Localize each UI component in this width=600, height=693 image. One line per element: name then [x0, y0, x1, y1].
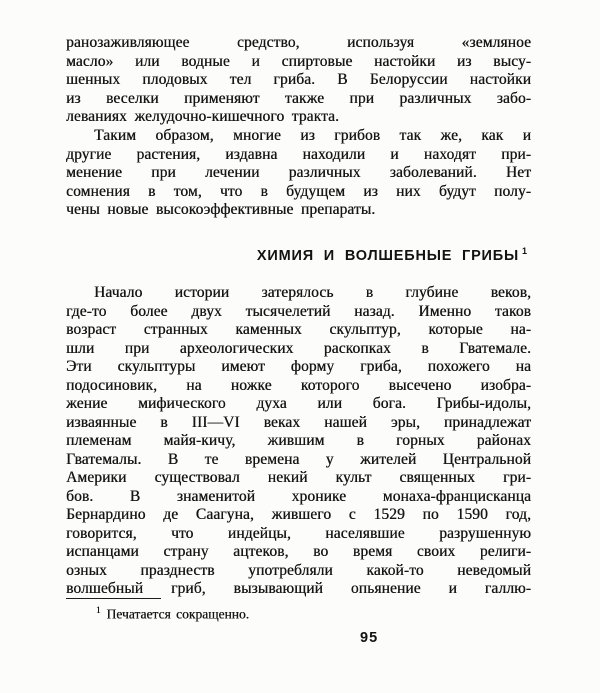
chapter-heading — [66, 246, 531, 264]
text-line: говорится, что индейцы, населявшие разрушенную — [66, 524, 531, 542]
text-line: озных празднеств употребляли какой-то неведомый — [66, 561, 531, 579]
text-line: чены новые высокоэффективные препараты. — [66, 201, 376, 218]
text-line: менение при лечении различных заболеваний. Нет — [66, 164, 531, 181]
text-line: Таким образом, многие из грибов так же, как и — [94, 127, 531, 144]
text-line: изваянные в III—VI веках нашей эры, принадлежат — [66, 413, 531, 431]
paragraph-continuation — [66, 34, 531, 127]
text-line: бов. В знаменитой хронике монаха-францисканца — [66, 487, 531, 505]
text-line: масло» или водные и спиртовые настойки из высу- — [66, 52, 531, 70]
text-line: Гватемалы. В те времена у жителей Центральной — [66, 450, 531, 468]
text-line: другие растения, издавна находили и находят при- — [66, 145, 531, 163]
text-line: жение мифического духа или бога. Грибы-идолы, — [66, 395, 531, 412]
text-line: Бернардино де Саагуна, жившего с 1529 по 1590 год, — [66, 506, 531, 523]
footnote — [66, 605, 531, 623]
text-line: ранозаживляющее средство, используя «земляное — [66, 34, 531, 51]
text-line: из веселки применяют также при различных забо- — [66, 89, 531, 107]
text-line: племенам майя-кичу, жившим в горных районах — [66, 432, 531, 449]
text-line: волшебный гриб, вызывающий опьянение и галлю- — [66, 580, 531, 597]
page-number: 95 — [360, 630, 379, 646]
text-line: подосиновик, на ножке которого высечено изобра- — [66, 376, 531, 394]
footnote-divider — [66, 598, 161, 599]
heading-footnote-marker: 1 — [521, 246, 527, 256]
text-line: шенных плодовых тел гриба. В Белоруссии настойки — [66, 71, 531, 88]
text-line: шли при археологических раскопках в Гватемале. — [66, 339, 531, 357]
text-line: Начало истории затерялось в глубине веков, — [94, 284, 531, 301]
text-line: возраст странных каменных скульптур, которые на- — [66, 321, 531, 338]
paragraph-history — [66, 284, 531, 599]
footnote-text: Печатается сокращенно. — [106, 606, 250, 622]
text-line: испанцами страну ацтеков, во время своих религи- — [66, 543, 531, 560]
footnote-marker: 1 — [96, 605, 101, 615]
paragraph-summary — [66, 127, 531, 220]
chapter-heading-text: ХИМИЯ И ВОЛШЕБНЫЕ ГРИБЫ — [256, 247, 519, 264]
text-line: Америки существовал некий культ священных гри- — [66, 469, 531, 486]
text-line: Эти скульптуры имеют форму гриба, похожего на — [66, 358, 531, 375]
text-line: где-то более двух тысячелетий назад. Именно таков — [66, 302, 531, 320]
text-line: сомнения в том, что в будущем из них будут полу- — [66, 182, 531, 200]
text-line: леваниях желудочно-кишечного тракта. — [66, 108, 340, 125]
